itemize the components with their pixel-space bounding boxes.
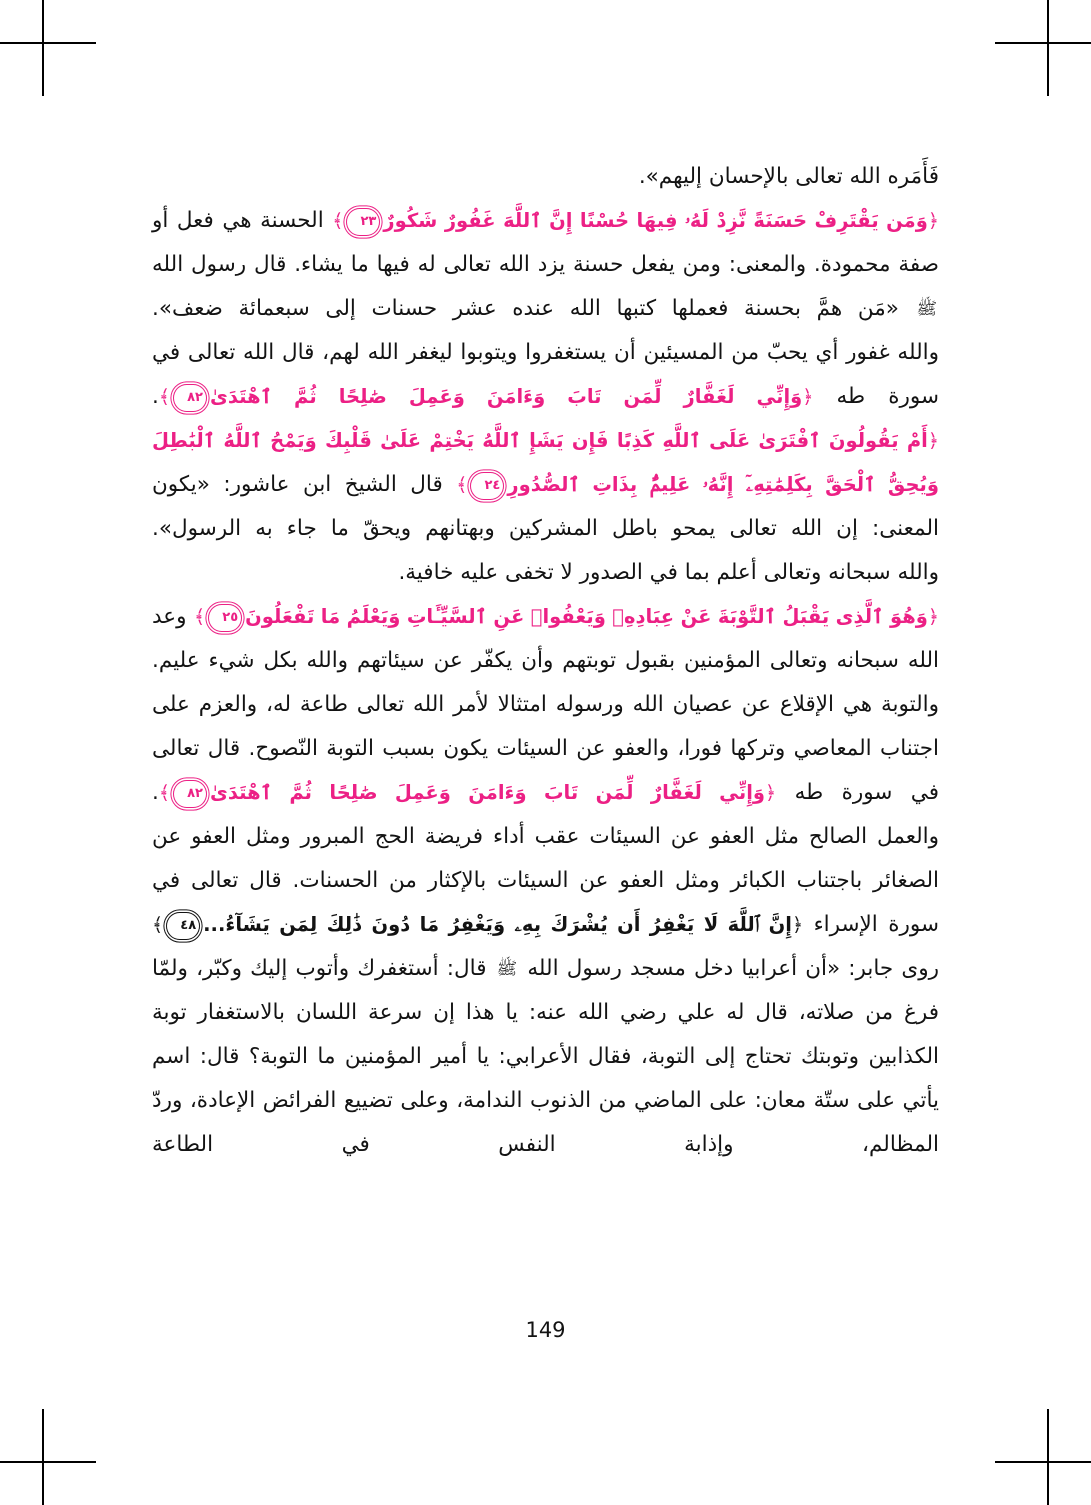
paragraph (152, 683, 939, 815)
body-text: قال الشيخ ابن عاشور: «يكون المعنى: إن الله تعالى يمحو باطل المشركين وبهتانهم ويحقّ ما جاء به الرسول». (152, 472, 939, 541)
verse-bracket-icon: ﴾ (158, 386, 170, 408)
paragraph (152, 331, 939, 419)
verse-bracket-icon: ﴾ (158, 782, 170, 804)
verse-number-medallion: ٢٣ (346, 208, 380, 236)
verse-bracket-icon: ﴿ (802, 386, 814, 408)
quran-verse-text: إِنَّ ٱللَّهَ لَا يَغْفِرُ أَن يُشْرَكَ بِهِۦ وَيَغْفِرُ مَا دُونَ ذَٰلِكَ لِمَن يَشَآءُ... (203, 913, 792, 936)
paragraph (152, 595, 939, 683)
quran-verse-text: وَإِنِّي لَغَفَّارٌ لِّمَن تَابَ وَءَامَنَ وَعَمِلَ صَٰلِحًا ثُمَّ ٱهْتَدَىٰ (209, 385, 803, 408)
paragraph (152, 419, 939, 551)
body-text: قال: أستغفرك وأتوب إليك وكبّر، ولمّا فرغ من صلاته، قال له علي رضي الله عنه: يا هذا إن سرعة اللسان بالاستغفار توبة الكذابين وتوبتك تحتاج إلى التوبة، فقال الأعرابي: يا أمير المؤمنين ما التوبة؟ قال: اسم يأتي على ستّة معان: على الماضي من الذنوب الندامة، وعلى تضييع الفرائض الإعادة، وردّ المظالم، وإذابة النفس في الطاعة (152, 956, 939, 1157)
body-text: . (152, 780, 159, 805)
verse-bracket-icon: ﴾ (332, 210, 344, 232)
sallallahu-alayhi-wasallam-icon: ﷺ (496, 959, 518, 979)
page-folio: 149 (525, 1318, 566, 1342)
verse-bracket-icon: ﴾ (194, 606, 206, 628)
body-text: والتوبة هي الإقلاع عن عصيان الله ورسوله امتثالا لأمر الله تعالى طاعة له، والعزم على اجتناب المعاصي وتركها فورا، والعفو عن السيئات يكون بسبب التوبة النّصوح. قال تعالى في سورة طه (152, 692, 939, 805)
page-body (152, 155, 939, 1167)
verse-number-medallion: ٢٥ (208, 604, 242, 632)
verse-bracket-icon: ﴾ (456, 474, 468, 496)
body-text: والله غفور أي يحبّ من المسيئين أن يستغفروا ويتوبوا ليغفر الله لهم، قال الله تعالى في سورة طه (152, 340, 939, 409)
quran-verse-text: أَمْ يَقُولُونَ ٱفْتَرَىٰ عَلَى ٱللَّهِ كَذِبًا فَإِن يَشَإِ ٱللَّهُ يَخْتِمْ عَلَىٰ قَلْبِكَ وَيَمْحُ ٱللَّهُ ٱلْبَٰطِلَ وَيُحِقُّ ٱلْحَقَّ بِكَلِمَٰتِهِۦٓ إِنَّهُۥ عَلِيمٌۢ بِذَاتِ ٱلصُّدُورِ (152, 429, 939, 496)
running-head (941, 104, 1091, 126)
paragraph (152, 815, 939, 947)
sallallahu-alayhi-wasallam-icon: ﷺ (916, 299, 937, 319)
verse-bracket-icon: ﴿ (927, 430, 939, 452)
paragraph (152, 947, 939, 1167)
quran-verse-text: وَإِنِّي لَغَفَّارٌ لِّمَن تَابَ وَءَامَنَ وَعَمِلَ صَٰلِحًا ثُمَّ ٱهْتَدَىٰ (209, 781, 766, 804)
verse-number-medallion: ٨٢ (173, 384, 207, 412)
verse-number-medallion: ٢٤ (470, 472, 504, 500)
verse-bracket-icon: ﴿ (791, 914, 804, 936)
body-text: والله سبحانه وتعالى أعلم بما في الصدور لا تخفى عليه خافية. (398, 560, 939, 585)
verse-number-medallion: ٨٢ (173, 780, 207, 808)
paragraph (152, 551, 939, 595)
body-text: الحسنة هي فعل أو صفة محمودة. والمعنى: ومن يفعل حسنة يزد الله تعالى له فيها ما يشاء. قال رسول الله (152, 208, 939, 277)
body-text: . (152, 384, 159, 409)
verse-bracket-icon: ﴿ (927, 606, 939, 628)
body-text: فَأَمَره الله تعالى بالإحسان إليهم». (638, 164, 939, 189)
paragraph (152, 155, 939, 199)
verse-bracket-icon: ﴿ (927, 210, 939, 232)
body-text: «مَن همَّ بحسنة فعملها كتبها الله عنده عشر حسنات إلى سبعمائة ضعف». (152, 296, 915, 321)
body-text: والعمل الصالح مثل العفو عن السيئات عقب أداء فريضة الحج المبرور ومثل العفو عن الصغائر باجتناب الكبائر ومثل العفو عن السيئات بالإكثار من الحسنات. قال تعالى في سورة الإسراء (152, 824, 939, 937)
paragraph (152, 199, 939, 331)
verse-bracket-icon: ﴿ (765, 782, 777, 804)
body-text: روى جابر: «أن أعرابيا دخل مسجد رسول الله (519, 956, 939, 981)
quran-verse-text: وَمَن يَقْتَرِفْ حَسَنَةً نَّزِدْ لَهُۥ فِيهَا حُسْنًا إِنَّ ٱللَّهَ غَفُورٌ شَكُورٌ (383, 209, 928, 232)
body-text: وعد الله سبحانه وتعالى المؤمنين بقبول توبتهم وأن يكفّر عن سيئاتهم والله بكل شيء عليم. (152, 604, 939, 673)
verse-bracket-icon: ﴾ (152, 914, 164, 936)
quran-verse-text: وَهُوَ ٱلَّذِى يَقْبَلُ ٱلتَّوْبَةَ عَنْ عِبَادِهِۦ وَيَعْفُوا۟ عَنِ ٱلسَّيِّـَٔاتِ وَيَعْلَمُ مَا تَفْعَلُونَ (245, 605, 928, 628)
verse-number-medallion: ٤٨ (166, 912, 200, 940)
